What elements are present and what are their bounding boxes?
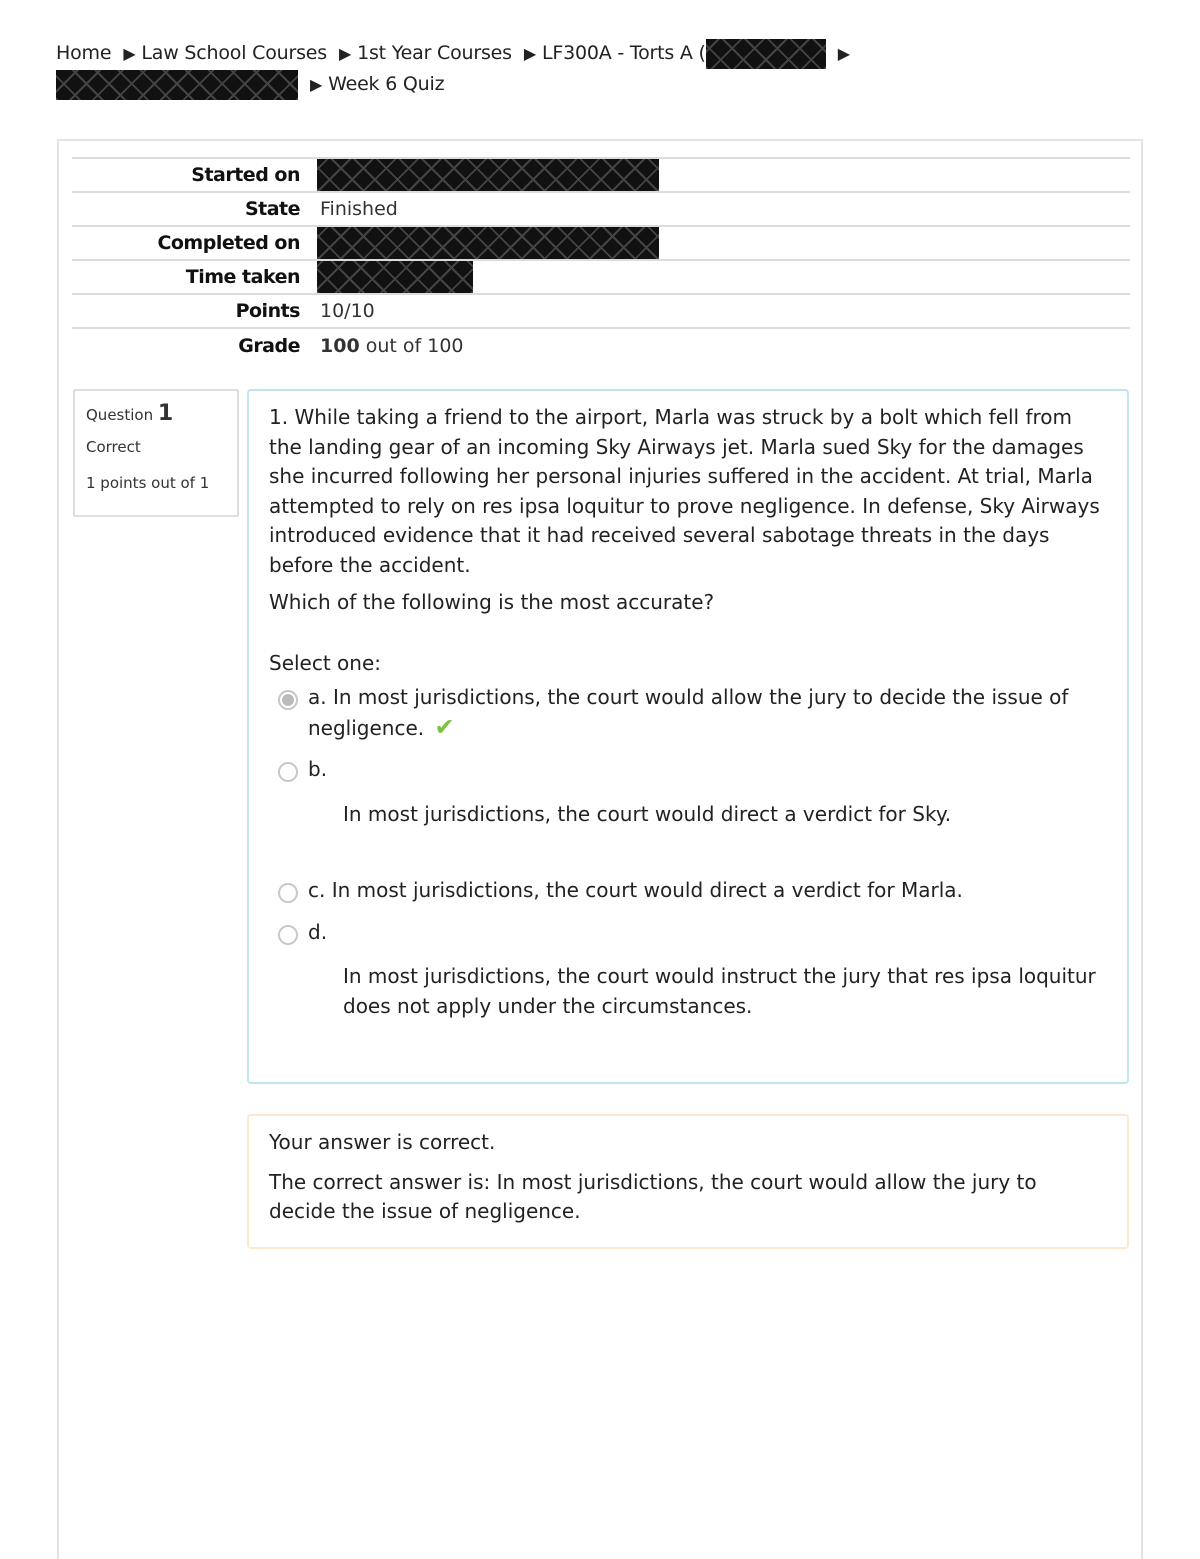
option-text: In most jurisdictions, the court would instruct the jury that res ipsa loquitur does not apply under the circumstances. xyxy=(343,964,1096,1018)
summary-row-points xyxy=(72,294,1130,328)
breadcrumb-first-year-link[interactable]: 1st Year Courses xyxy=(357,42,512,64)
question-number: 1 xyxy=(157,401,174,426)
radio-b[interactable] xyxy=(278,762,298,782)
grade-value: 100 xyxy=(320,334,360,357)
question-label: Question xyxy=(86,406,154,424)
answer-option-a[interactable] xyxy=(269,683,1107,743)
breadcrumb-separator-icon: ▶ xyxy=(837,44,850,63)
answer-option-b[interactable] xyxy=(269,755,1107,829)
redacted-started-on xyxy=(317,159,659,191)
option-letter: b. xyxy=(308,757,328,781)
option-letter: d. xyxy=(308,919,328,944)
feedback-status: Your answer is correct. xyxy=(269,1130,496,1154)
summary-row-completed xyxy=(72,226,1130,260)
summary-label: State xyxy=(244,198,300,220)
answer-option-d[interactable] xyxy=(269,918,1107,1022)
radio-a-selected[interactable] xyxy=(278,690,298,710)
breadcrumb-quiz-link[interactable]: Week 6 Quiz xyxy=(328,73,445,95)
summary-value: Finished xyxy=(320,198,398,220)
breadcrumb-law-school-link[interactable]: Law School Courses xyxy=(141,42,327,64)
option-text: In most jurisdictions, the court would allow the jury to decide the issue of negligence. xyxy=(308,685,1069,740)
select-one-label: Select one: xyxy=(269,650,382,675)
radio-c[interactable] xyxy=(278,883,298,903)
summary-row-time xyxy=(72,260,1130,294)
summary-row-state xyxy=(72,192,1130,226)
breadcrumb-separator-icon: ▶ xyxy=(523,44,536,63)
feedback-box xyxy=(247,1114,1129,1249)
summary-label: Points xyxy=(235,300,300,322)
option-letter: c. xyxy=(308,878,326,902)
question-state: Correct xyxy=(86,438,141,456)
redacted-section-name xyxy=(56,70,298,100)
question-text: 1. While taking a friend to the airport, Marla was struck by a bolt which fell from the landing gear of an incoming Sky Airways jet. Marla sued Sky for the damages she incurred following her personal injuries suffered in the accident. At trial, Marla attempted to rely on res ipsa loquitur to prove negligence. In defense, Sky Airways introduced evidence that it had received several sabotage threats in the days before the accident. xyxy=(269,405,1100,577)
summary-value: 10/10 xyxy=(320,300,375,322)
summary-row-grade xyxy=(72,328,1130,362)
redacted-completed-on xyxy=(317,227,659,259)
question-content-box xyxy=(247,389,1129,1084)
summary-label: Started on xyxy=(191,164,300,186)
breadcrumb xyxy=(56,38,956,100)
question-prompt: Which of the following is the most accurate? xyxy=(269,590,715,614)
summary-label: Time taken xyxy=(185,266,300,288)
correct-answer-text: The correct answer is: In most jurisdictions, the court would allow the jury to decide the issue of negligence. xyxy=(269,1169,1037,1223)
answer-option-c[interactable] xyxy=(269,876,1107,906)
grade-suffix: out of 100 xyxy=(365,334,464,357)
breadcrumb-separator-icon: ▶ xyxy=(123,44,136,63)
option-letter: a. xyxy=(308,685,327,709)
breadcrumb-course-link[interactable]: LF300A - Torts A ( xyxy=(541,42,706,64)
question-grade: 1 points out of 1 xyxy=(86,474,210,492)
redacted-time-taken xyxy=(317,261,473,293)
summary-row-started xyxy=(72,158,1130,192)
breadcrumb-home-link[interactable]: Home xyxy=(56,42,112,64)
checkmark-icon: ✔ xyxy=(434,712,455,741)
breadcrumb-separator-icon: ▶ xyxy=(310,75,323,94)
option-text: In most jurisdictions, the court would direct a verdict for Marla. xyxy=(331,878,963,902)
radio-d[interactable] xyxy=(278,925,298,945)
attempt-summary-table xyxy=(72,157,1130,362)
option-text: In most jurisdictions, the court would direct a verdict for Sky. xyxy=(343,801,952,826)
question-info-panel xyxy=(73,389,239,517)
redacted-course-name xyxy=(706,39,826,69)
summary-label: Completed on xyxy=(157,232,300,254)
breadcrumb-separator-icon: ▶ xyxy=(338,44,352,63)
summary-label: Grade xyxy=(238,334,300,357)
